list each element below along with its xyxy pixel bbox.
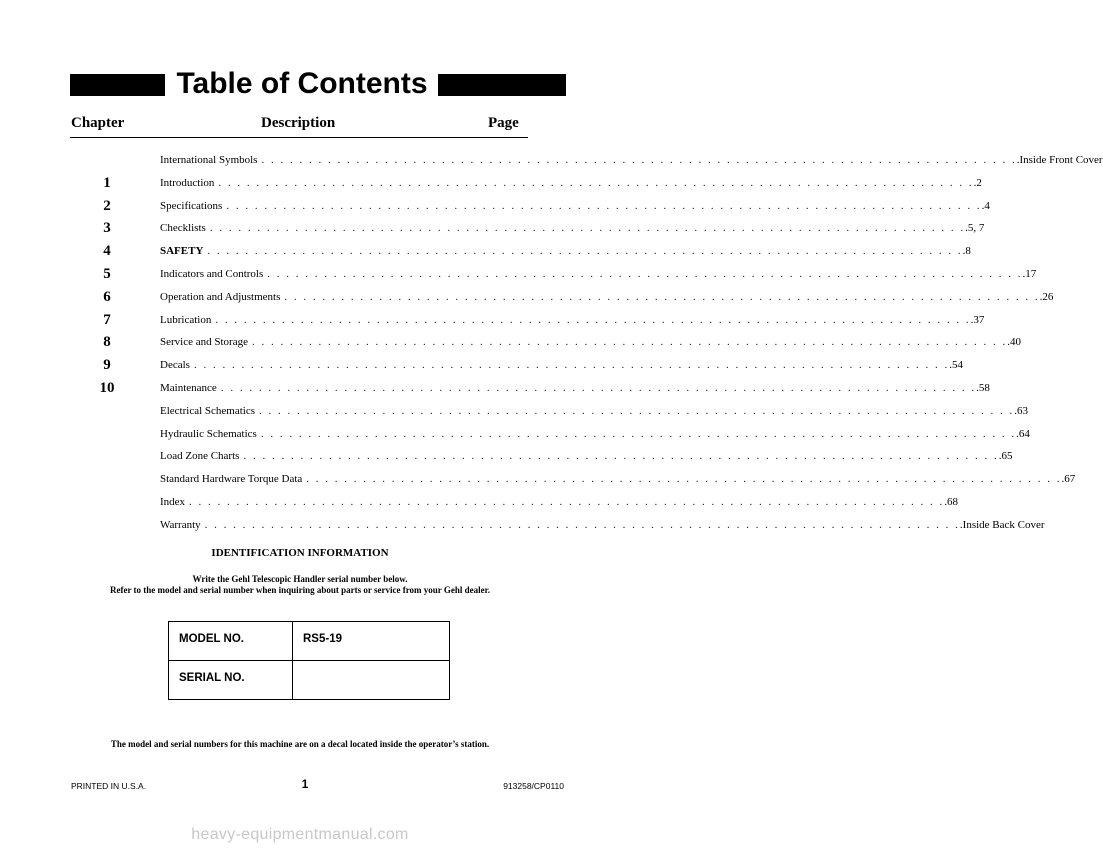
toc-entry-line bbox=[160, 289, 1054, 305]
toc-page: .Inside Front Cover bbox=[1016, 154, 1103, 166]
toc-page: .2 bbox=[973, 176, 982, 189]
toc-leader-dots: . . . . . . . . . . . . . . . . . . . . . . . . . . . . . . . . . . . . . . . . . . . . . . . . . . . . . . . . . . . . . . . . . . . . . . . . . . . . . . . . bbox=[220, 381, 977, 394]
header-rule bbox=[70, 137, 528, 138]
toc-chapter-number: 8 bbox=[103, 334, 111, 351]
toc-page: .17 bbox=[1022, 267, 1037, 280]
toc-page: .26 bbox=[1039, 290, 1054, 303]
toc-entry-line bbox=[160, 175, 982, 191]
toc-description: Indicators and Controls bbox=[160, 267, 264, 280]
toc-leader-dots: . . . . . . . . . . . . . . . . . . . . . . . . . . . . . . . . . . . . . . . . . . . . . . . . . . . . . . . . . . . . . . . . . . . . . . . . . . . . . . . . bbox=[209, 222, 966, 235]
toc-page: .64 bbox=[1016, 427, 1030, 440]
serial-value bbox=[293, 661, 449, 699]
toc-entry bbox=[0, 151, 1103, 174]
toc-page: .58 bbox=[976, 381, 990, 394]
toc-description: Introduction bbox=[160, 176, 215, 189]
serial-row bbox=[169, 660, 449, 699]
toc-entry bbox=[0, 356, 963, 379]
toc-list bbox=[0, 151, 1103, 539]
toc-entry bbox=[0, 516, 1045, 539]
footer-printed: PRINTED IN U.S.A. bbox=[71, 781, 147, 791]
toc-entry bbox=[0, 242, 971, 265]
toc-leader-dots: . . . . . . . . . . . . . . . . . . . . . . . . . . . . . . . . . . . . . . . . . . . . . . . . . . . . . . . . . . . . . . . . . . . . . . . . . . . . . . . . bbox=[306, 473, 1062, 486]
toc-leader-dots: . . . . . . . . . . . . . . . . . . . . . . . . . . . . . . . . . . . . . . . . . . . . . . . . . . . . . . . . . . . . . . . . . . . . . . . . . . . . . . . . bbox=[207, 245, 963, 258]
toc-chapter-number: 10 bbox=[99, 379, 115, 396]
toc-description: Load Zone Charts bbox=[160, 450, 240, 463]
identification-instruction-1: Write the Gehl Telescopic Handler serial number below. bbox=[192, 574, 408, 584]
toc-description: Index bbox=[160, 495, 186, 508]
toc-leader-dots: . . . . . . . . . . . . . . . . . . . . . . . . . . . . . . . . . . . . . . . . . . . . . . . . . . . . . . . . . . . . . . . . . . . . . . . . . . . . . . . . bbox=[215, 313, 971, 326]
toc-entry bbox=[0, 493, 959, 516]
toc-page: .4 bbox=[981, 199, 990, 212]
toc-entry bbox=[0, 379, 990, 402]
toc-entry-line bbox=[160, 380, 990, 396]
toc-entry-line bbox=[160, 243, 971, 259]
toc-entry bbox=[0, 265, 1037, 288]
column-header-chapter: Chapter bbox=[71, 115, 125, 131]
toc-entry-line bbox=[160, 494, 959, 510]
column-header-page: Page bbox=[488, 115, 519, 131]
toc-entry bbox=[0, 425, 1030, 448]
toc-description: Decals bbox=[160, 359, 190, 372]
toc-leader-dots: . . . . . . . . . . . . . . . . . . . . . . . . . . . . . . . . . . . . . . . . . . . . . . . . . . . . . . . . . . . . . . . . . . . . . . . . . . . . . . . . bbox=[218, 176, 974, 189]
toc-description: Specifications bbox=[160, 199, 223, 212]
toc-page: .54 bbox=[949, 359, 963, 372]
toc-leader-dots: . . . . . . . . . . . . . . . . . . . . . . . . . . . . . . . . . . . . . . . . . . . . . . . . . . . . . . . . . . . . . . . . . . . . . . . . . . . . . . . . bbox=[284, 290, 1040, 303]
toc-entry-line bbox=[160, 357, 963, 373]
model-label: MODEL NO. bbox=[169, 622, 293, 660]
toc-description: International Symbols bbox=[160, 154, 258, 166]
toc-page: .63 bbox=[1014, 404, 1028, 417]
footer-document-code: 913258/CP0110 bbox=[503, 781, 564, 791]
toc-entry-line bbox=[160, 448, 1013, 464]
title-bar-right bbox=[438, 74, 566, 96]
toc-entry bbox=[0, 288, 1054, 311]
model-row bbox=[169, 622, 449, 660]
toc-page: .5, 7 bbox=[965, 222, 985, 235]
footer-page-number: 1 bbox=[301, 777, 309, 791]
toc-chapter-number: 7 bbox=[103, 311, 111, 328]
toc-page: .Inside Back Cover bbox=[959, 518, 1045, 531]
toc-entry-line bbox=[160, 312, 985, 328]
column-header-description: Description bbox=[261, 115, 336, 131]
toc-description: Hydraulic Schematics bbox=[160, 427, 257, 440]
toc-description: Standard Hardware Torque Data bbox=[160, 473, 303, 486]
toc-chapter-number: 3 bbox=[103, 220, 111, 237]
model-value: RS5-19 bbox=[303, 633, 342, 645]
toc-entry bbox=[0, 402, 1028, 425]
identification-table bbox=[168, 621, 450, 700]
toc-page: .8 bbox=[962, 245, 971, 258]
toc-chapter-number: 1 bbox=[103, 174, 111, 191]
toc-chapter-number: 6 bbox=[103, 288, 111, 305]
title-banner bbox=[70, 67, 566, 100]
toc-leader-dots: . . . . . . . . . . . . . . . . . . . . . . . . . . . . . . . . . . . . . . . . . . . . . . . . . . . . . . . . . . . . . . . . . . . . . . . . . . . . . . . . bbox=[204, 518, 960, 531]
toc-description: Electrical Schematics bbox=[160, 404, 255, 417]
toc-entry-line bbox=[160, 152, 1103, 168]
toc-entry-line bbox=[160, 334, 1021, 350]
toc-entry-line bbox=[160, 266, 1037, 282]
toc-description: Operation and Adjustments bbox=[160, 290, 281, 303]
toc-page: .37 bbox=[970, 313, 985, 326]
toc-entry bbox=[0, 197, 990, 220]
toc-page: .40 bbox=[1007, 336, 1021, 349]
toc-entry bbox=[0, 333, 1021, 356]
page-title: Table of Contents bbox=[176, 67, 428, 100]
toc-leader-dots: . . . . . . . . . . . . . . . . . . . . . . . . . . . . . . . . . . . . . . . . . . . . . . . . . . . . . . . . . . . . . . . . . . . . . . . . . . . . . . . . bbox=[251, 336, 1008, 349]
toc-description: Lubrication bbox=[160, 313, 212, 326]
toc-description: Warranty bbox=[160, 518, 201, 531]
toc-chapter-number: 2 bbox=[103, 197, 111, 214]
toc-entry-line bbox=[160, 471, 1076, 487]
toc-entry bbox=[0, 470, 1076, 493]
toc-leader-dots: . . . . . . . . . . . . . . . . . . . . . . . . . . . . . . . . . . . . . . . . . . . . . . . . . . . . . . . . . . . . . . . . . . . . . . . . . . . . . . . . bbox=[260, 427, 1017, 440]
toc-entry bbox=[0, 219, 985, 242]
title-bar-left bbox=[70, 74, 165, 96]
toc-chapter-number: 9 bbox=[103, 357, 111, 374]
identification-note: The model and serial numbers for this machine are on a decal located inside the operator’s station. bbox=[110, 739, 490, 749]
toc-leader-dots: . . . . . . . . . . . . . . . . . . . . . . . . . . . . . . . . . . . . . . . . . . . . . . . . . . . . . . . . . . . . . . . . . . . . . . . . . . . . . . . . bbox=[267, 267, 1023, 280]
toc-chapter-number: 4 bbox=[103, 243, 111, 260]
toc-entry-line bbox=[160, 517, 1045, 533]
toc-entry-line bbox=[160, 198, 990, 214]
identification-instruction-2: Refer to the model and serial number when inquiring about parts or service from your Gehl dealer. bbox=[109, 585, 491, 595]
serial-label: SERIAL NO. bbox=[169, 661, 293, 699]
toc-page: .68 bbox=[944, 495, 959, 508]
toc-leader-dots: . . . . . . . . . . . . . . . . . . . . . . . . . . . . . . . . . . . . . . . . . . . . . . . . . . . . . . . . . . . . . . . . . . . . . . . . . . . . . . . . bbox=[258, 404, 1015, 417]
toc-entry bbox=[0, 447, 1013, 470]
toc-description: SAFETY bbox=[160, 245, 204, 258]
toc-leader-dots: . . . . . . . . . . . . . . . . . . . . . . . . . . . . . . . . . . . . . . . . . . . . . . . . . . . . . . . . . . . . . . . . . . . . . . . . . . . . . . . . bbox=[193, 359, 950, 372]
toc-leader-dots: . . . . . . . . . . . . . . . . . . . . . . . . . . . . . . . . . . . . . . . . . . . . . . . . . . . . . . . . . . . . . . . . . . . . . . . . . . . . . . . . bbox=[261, 154, 1017, 166]
toc-entry bbox=[0, 174, 982, 197]
identification-title: IDENTIFICATION INFORMATION bbox=[211, 547, 389, 559]
toc-description: Service and Storage bbox=[160, 336, 248, 349]
toc-entry bbox=[0, 311, 985, 334]
toc-description: Checklists bbox=[160, 222, 206, 235]
toc-chapter-number: 5 bbox=[103, 265, 111, 282]
toc-leader-dots: . . . . . . . . . . . . . . . . . . . . . . . . . . . . . . . . . . . . . . . . . . . . . . . . . . . . . . . . . . . . . . . . . . . . . . . . . . . . . . . . bbox=[243, 450, 999, 463]
toc-entry-line bbox=[160, 403, 1028, 419]
watermark: heavy-equipmentmanual.com bbox=[191, 826, 409, 843]
toc-leader-dots: . . . . . . . . . . . . . . . . . . . . . . . . . . . . . . . . . . . . . . . . . . . . . . . . . . . . . . . . . . . . . . . . . . . . . . . . . . . . . . . . bbox=[189, 495, 945, 508]
toc-entry-line bbox=[160, 220, 985, 236]
toc-page: .65 bbox=[998, 450, 1013, 463]
toc-leader-dots: . . . . . . . . . . . . . . . . . . . . . . . . . . . . . . . . . . . . . . . . . . . . . . . . . . . . . . . . . . . . . . . . . . . . . . . . . . . . . . . . bbox=[226, 199, 982, 212]
toc-entry-line bbox=[160, 426, 1030, 442]
toc-description: Maintenance bbox=[160, 381, 217, 394]
toc-page: .67 bbox=[1061, 473, 1076, 486]
